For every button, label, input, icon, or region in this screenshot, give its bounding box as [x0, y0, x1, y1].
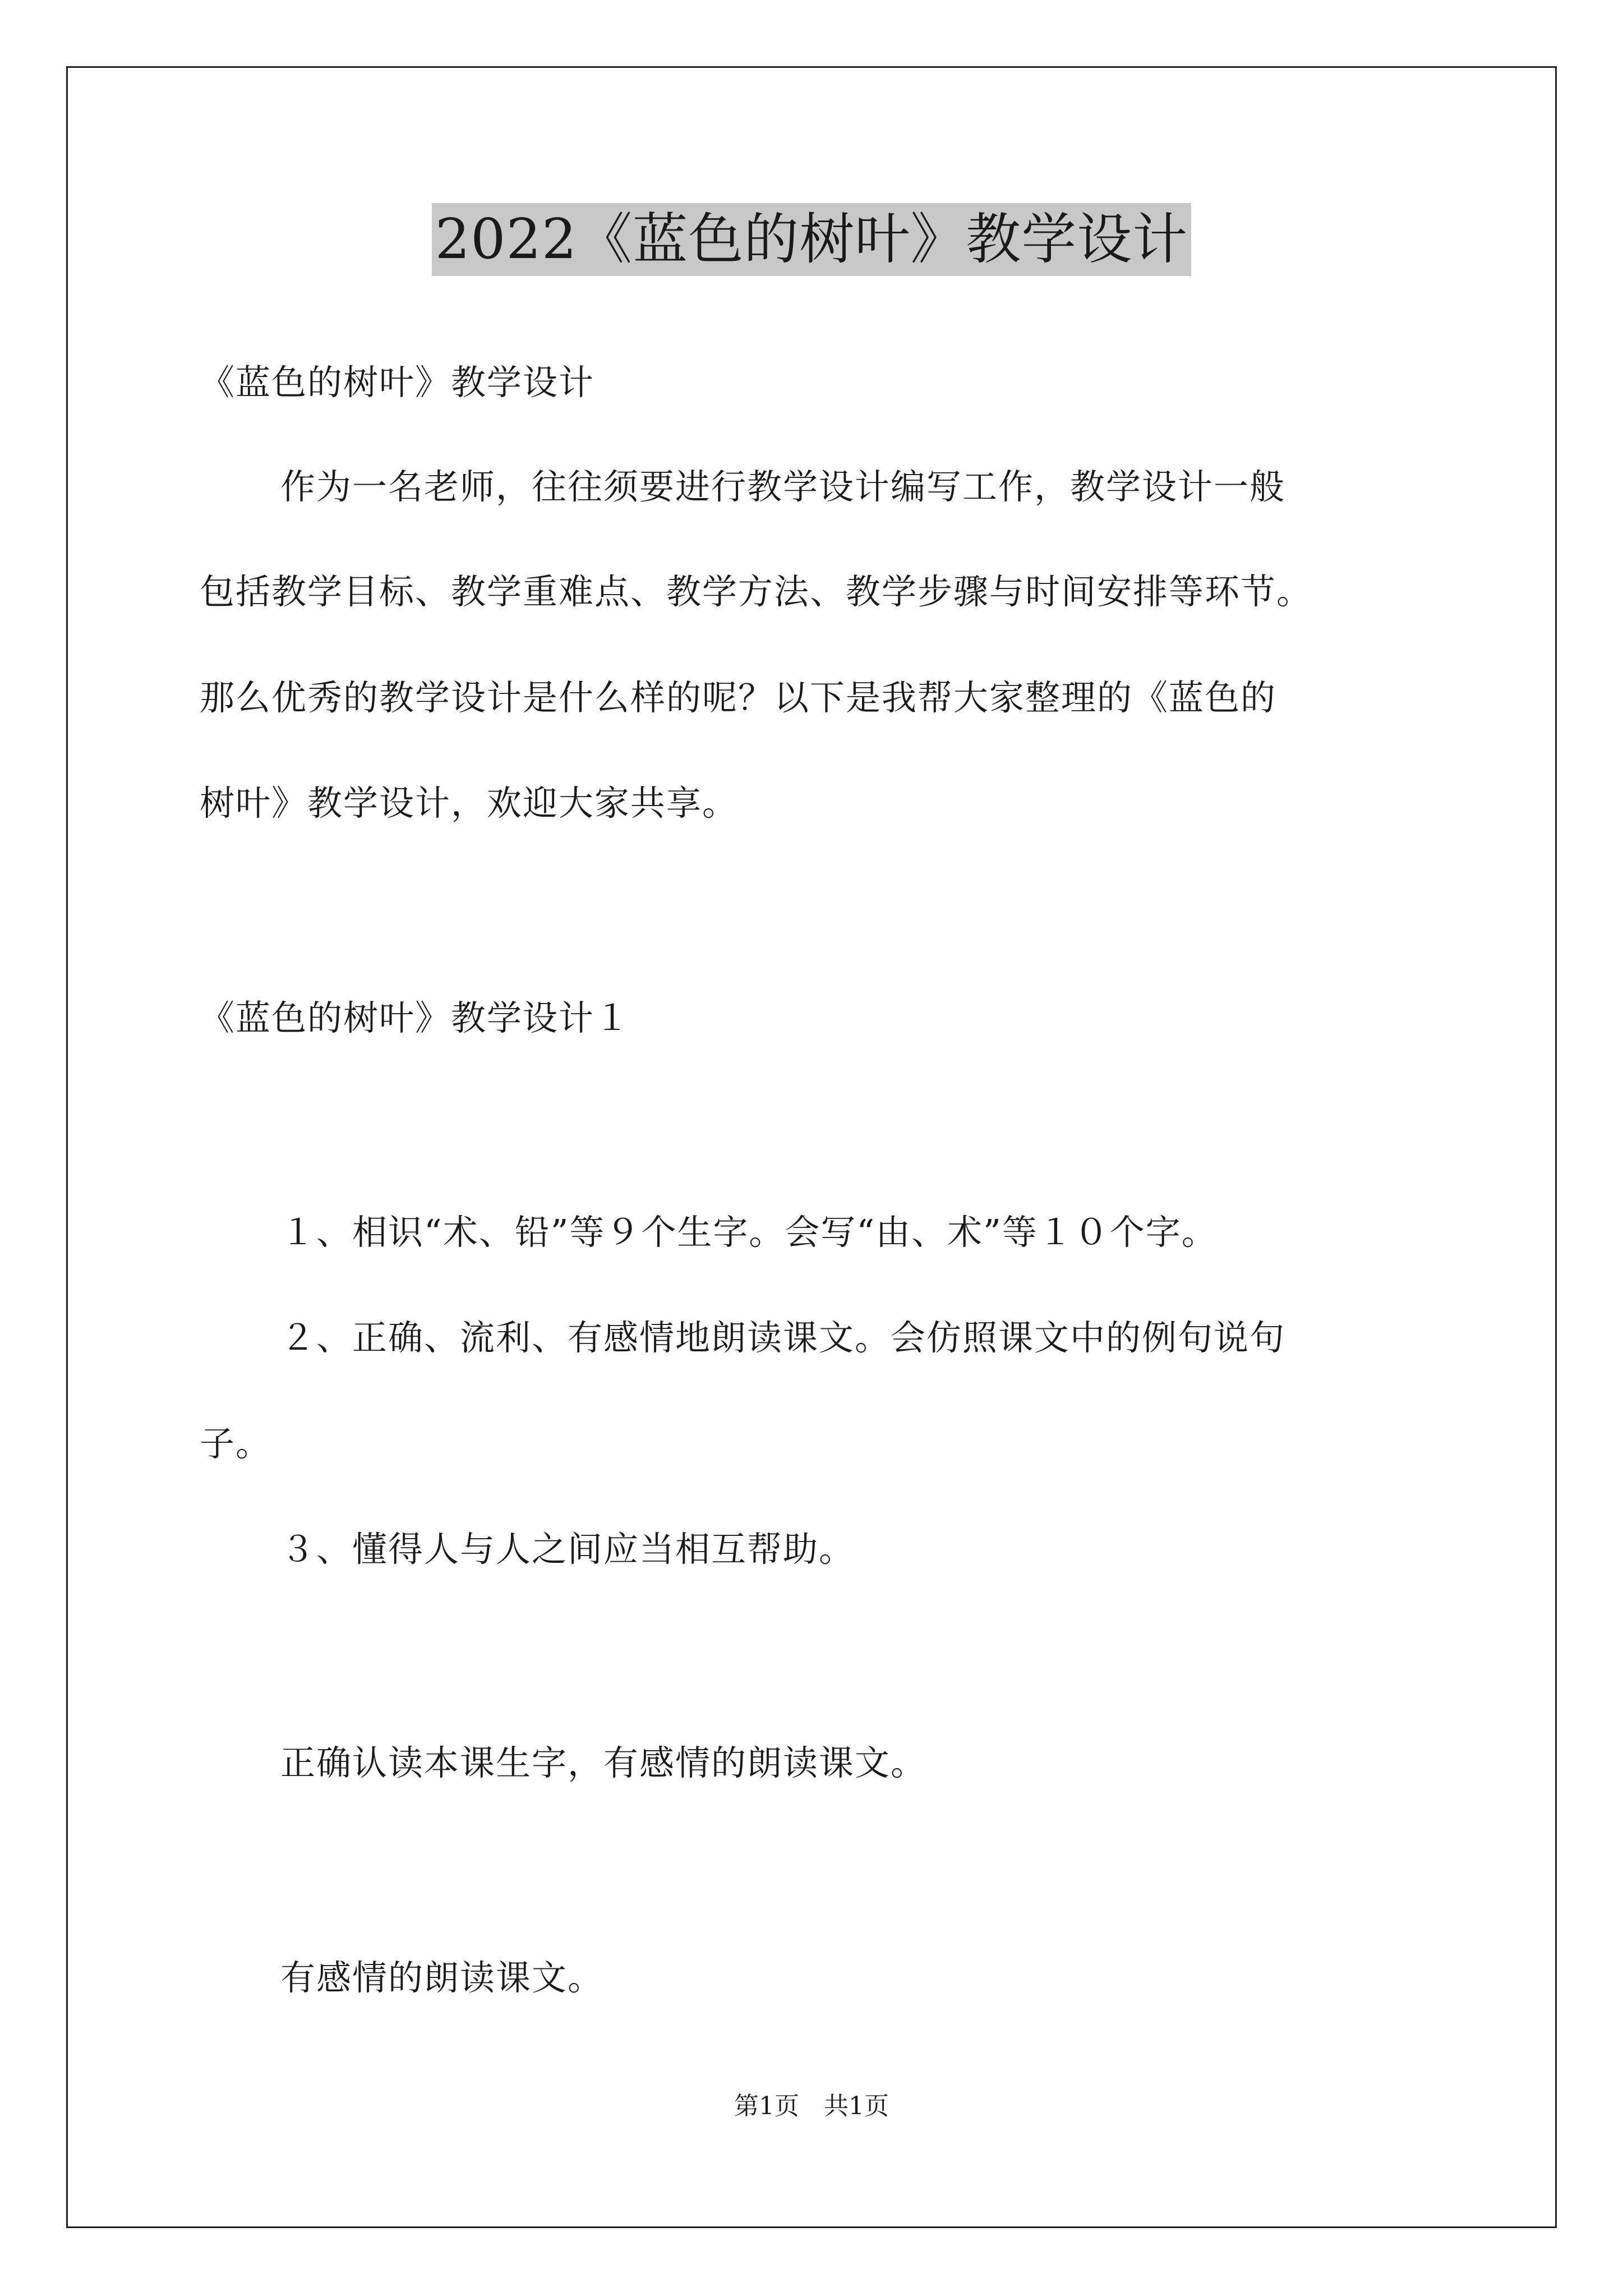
document-subtitle: 《蓝色的树叶》教学设计	[200, 362, 595, 403]
key-point: 正确认读本课生字，有感情的朗读课文。	[280, 1742, 927, 1783]
page-number-footer: 第1页 共1页	[734, 2092, 889, 2120]
intro-line-3: 那么优秀的教学设计是什么样的呢？以下是我帮大家整理的《蓝色的	[200, 677, 1277, 718]
section-heading: 《蓝色的树叶》教学设计１	[200, 997, 631, 1038]
intro-line-2: 包括教学目标、教学重难点、教学方法、教学步骤与时间安排等环节。	[200, 571, 1313, 612]
intro-line-4: 树叶》教学设计，欢迎大家共享。	[200, 783, 739, 823]
goal-3: ３、懂得人与人之间应当相互帮助。	[280, 1529, 855, 1570]
document-title	[0, 203, 1623, 276]
goal-2: ２、正确、流利、有感情地朗读课文。会仿照课文中的例句说句	[280, 1317, 1286, 1358]
document-title-text: 2022《蓝色的树叶》教学设计	[432, 203, 1191, 276]
difficulty-point: 有感情的朗读课文。	[280, 1957, 604, 1998]
goal-1: １、相识“术、铅”等９个生字。会写“由、术”等１０个字。	[280, 1212, 1218, 1253]
goal-2-continued: 子。	[200, 1423, 272, 1464]
intro-line-1: 作为一名老师，往往须要进行教学设计编写工作，教学设计一般	[280, 466, 1286, 507]
